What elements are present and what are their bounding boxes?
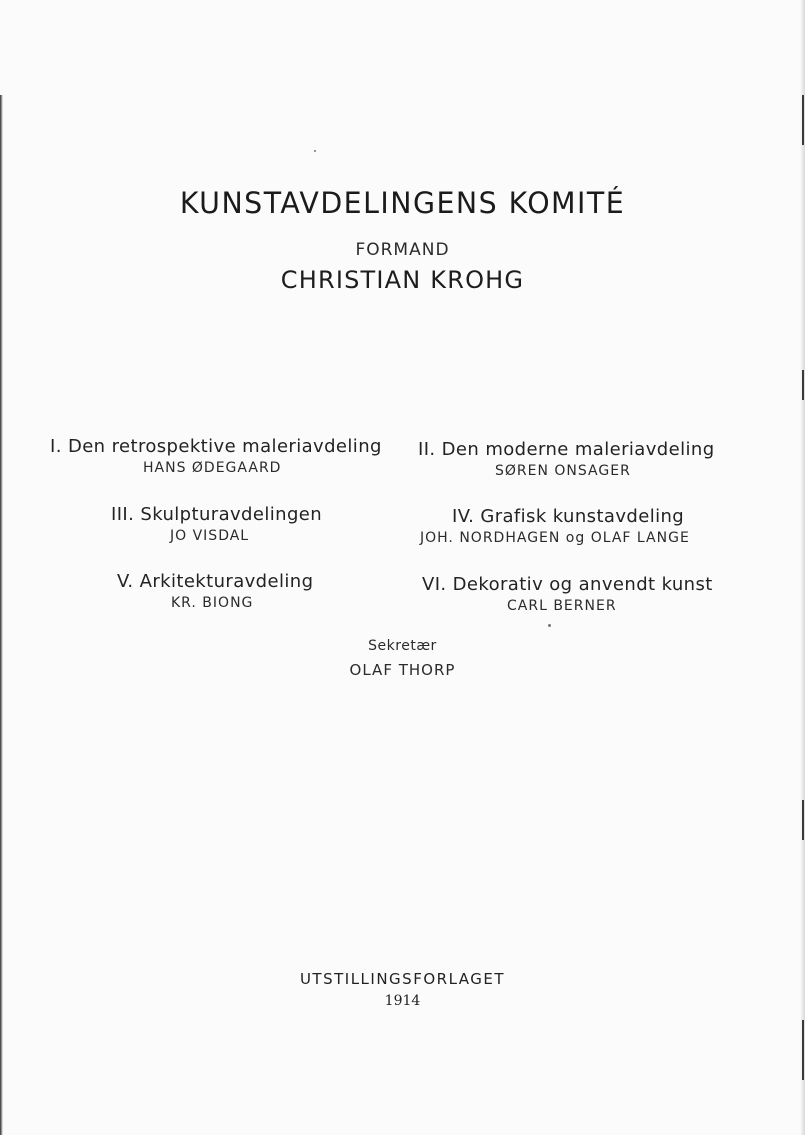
- department-title: V. Arkitekturavdeling: [117, 571, 314, 592]
- secretary-name: OLAF THORP: [349, 661, 456, 679]
- chair-label: FORMAND: [355, 240, 450, 260]
- ink-speck: [548, 624, 551, 627]
- page-right-edge: [800, 0, 805, 1135]
- department-head: HANS ØDEGAARD: [143, 460, 282, 476]
- publication-year: 1914: [384, 993, 421, 1009]
- department-title: II. Den moderne maleriavdeling: [418, 439, 715, 460]
- edge-mark: [802, 800, 804, 840]
- department-head: KR. BIONG: [171, 595, 254, 611]
- ink-speck: [314, 150, 316, 152]
- department-title: I. Den retrospektive maleriavdeling: [50, 436, 382, 457]
- department-2: [418, 439, 718, 479]
- department-3: [50, 504, 390, 544]
- department-1: [50, 436, 390, 476]
- department-head: CARL BERNER: [507, 598, 617, 614]
- department-head: JO VISDAL: [170, 528, 250, 544]
- chair-name: CHRISTIAN KROHG: [280, 266, 525, 294]
- page-title: KUNSTAVDELINGENS KOMITÉ: [179, 186, 626, 220]
- department-4: [418, 506, 718, 546]
- department-title: VI. Dekorativ og anvendt kunst: [422, 574, 713, 595]
- edge-mark: [802, 370, 804, 400]
- publisher-name: UTSTILLINGSFORLAGET: [299, 970, 506, 988]
- department-6: [418, 574, 718, 614]
- department-title: IV. Grafisk kunstavdeling: [452, 506, 685, 527]
- department-head: SØREN ONSAGER: [495, 463, 631, 479]
- department-title: III. Skulpturavdelingen: [111, 504, 323, 525]
- department-5: [50, 571, 390, 611]
- secretary-label: Sekretær: [368, 638, 437, 654]
- edge-mark: [802, 95, 804, 145]
- edge-mark: [802, 1020, 804, 1080]
- department-head: JOH. NORDHAGEN og OLAF LANGE: [420, 530, 690, 546]
